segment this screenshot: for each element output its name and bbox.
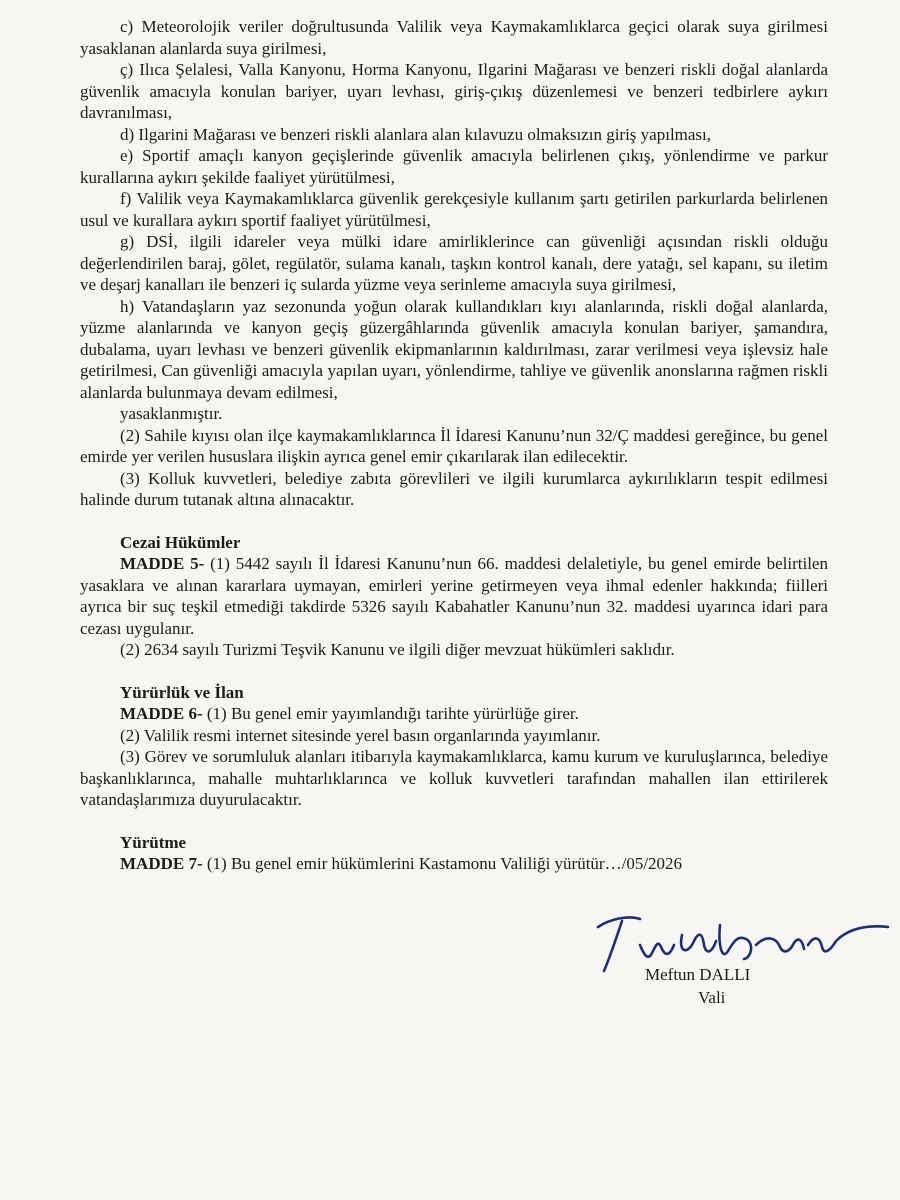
document-body — [80, 16, 828, 875]
signatory-name: Meftun DALLI — [645, 965, 751, 984]
madde-7-paragraph-1 — [80, 853, 828, 875]
clause-e: e) Sportif amaçlı kanyon geçişlerinde güvenlik amacıyla belirlenen çıkış, yönlendirme ve parkur kurallarına aykırı şekilde faaliyet yürütülmesi, — [80, 146, 828, 187]
clause-c: c) Meteorolojik veriler doğrultusunda Valilik veya Kaymakamlıklarca geçici olarak suya girilmesi yasaklanan alanlarda suya girilmesi, — [80, 17, 828, 58]
section-heading-cezai: Cezai Hükümler — [120, 532, 241, 552]
paragraph-2: (2) Sahile kıyısı olan ilçe kaymakamlıklarınca İl İdaresi Kanunu’nun 32/Ç maddesi gereğince, bu genel emirde yer verilen hususlara ilişkin ayrıca genel emir çıkarılarak ilan edilecektir. — [80, 425, 828, 466]
signature-block — [570, 905, 890, 1035]
clause-cc: ç) Ilıca Şelalesi, Valla Kanyonu, Horma Kanyonu, Ilgarini Mağarası ve benzeri riskli doğal alanlarda güvenlik amacıyla konulan bariyer, uyarı levhası, giriş-çıkış düzenlemesi ve benzeri tedbirlere aykırı davranılması, — [80, 60, 828, 122]
madde-6-label: MADDE 6- — [120, 704, 203, 723]
madde-5-paragraph-2: (2) 2634 sayılı Turizmi Teşvik Kanunu ve ilgili diğer mevzuat hükümleri saklıdır. — [120, 640, 675, 659]
madde-5-text: (1) 5442 sayılı İl İdaresi Kanunu’nun 66. maddesi delaletiyle, bu genel emirde belirtilen yasaklara ve alınan kararlara uymayan, emirleri yerine getirmeyen veya ihmal edenler hakkında; fiilleri ayrıca bir suç teşkil etmediği takdirde 5326 sayılı Kabahatler Kanunu’nun 32. maddesi uyarınca idari para cezası uygulanır. — [80, 554, 828, 638]
clause-f: f) Valilik veya Kaymakamlıklarca güvenlik gerekçesiyle kullanım şartı getirilen parkurlarda belirlenen usul ve kurallara aykırı sportif faaliyet yürütülmesi, — [80, 189, 828, 230]
madde-6-paragraph-2: (2) Valilik resmi internet sitesinde yerel basın organlarında yayımlanır. — [120, 725, 601, 745]
madde-6-paragraph-3: (3) Görev ve sorumluluk alanları itibarıyla kaymakamlıklarca, kamu kurum ve kuruluşlarınca, belediye başkanlıklarınca, mahalle muhtarlıklarınca ve kolluk kuvvetleri tarafından mahallen ilan ettirilerek vatandaşlarımıza duyurulacaktır. — [80, 747, 828, 809]
madde-5-label: MADDE 5- — [120, 554, 205, 573]
section-heading-yururluk: Yürürlük ve İlan — [120, 682, 244, 702]
clause-d: d) Ilgarini Mağarası ve benzeri riskli alanlara alan kılavuzu olmaksızın giriş yapılması, — [120, 124, 712, 144]
signatory-title: Vali — [698, 988, 726, 1007]
clause-g: g) DSİ, ilgili idareler veya mülki idare amirliklerince can güvenliği açısından riskli olduğu değerlendirilen baraj, gölet, regülatör, sulama kanalı, taşkın kontrol kanalı, dere yatağı, sel kapanı, su iletim ve deşarj kanalları ile benzeri iç sularda yüzme veya serinleme amacıyla suya girilmesi, — [80, 232, 828, 294]
madde-7-label: MADDE 7- — [120, 854, 203, 873]
madde-5-paragraph-1 — [80, 553, 828, 639]
section-heading-yurutme: Yürütme — [120, 832, 187, 852]
madde-6-paragraph-1 — [80, 703, 828, 725]
clause-conclusion: yasaklanmıştır. — [120, 404, 223, 423]
madde-7-text: (1) Bu genel emir hükümlerini Kastamonu Valiliği yürütür…/05/2026 — [202, 854, 683, 873]
paragraph-3: (3) Kolluk kuvvetleri, belediye zabıta görevlileri ve ilgili kurumlarca aykırılıkların tespit edilmesi halinde durum tutanak altına alınacaktır. — [80, 468, 828, 509]
madde-6-text: (1) Bu genel emir yayımlandığı tarihte yürürlüğe girer. — [202, 704, 579, 723]
clause-h: h) Vatandaşların yaz sezonunda yoğun olarak kullandıkları kıyı alanlarında, riskli doğal alanlarda, yüzme alanlarında ve kanyon geçiş güzergâhlarında güvenlik amacıyla konulan bariyer, şamandıra, dubalama, uyarı levhası ve benzeri güvenlik ekipmanlarının kaldırılması, zarar verilmesi veya işlevsiz hale getirilmesi, Can güvenliği amacıyla yapılan uyarı, yönlendirme, tahliye ve güvenlik anonslarına rağmen riskli alanlarda bulunmaya devam edilmesi, — [80, 296, 828, 402]
